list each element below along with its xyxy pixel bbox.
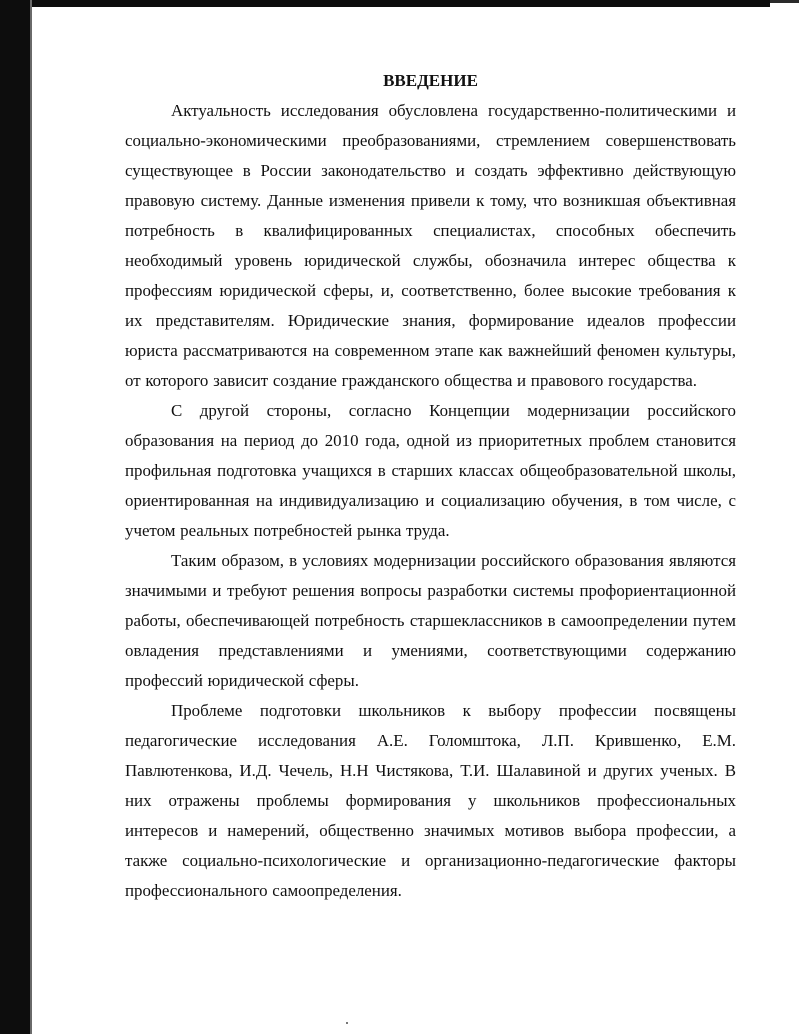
paragraph-modernization-concept: С другой стороны, согласно Концепции модернизации российского образования на период до 2010 года, одной из приоритетных проблем становится профильная подготовка учащихся в старших классах общеобразовательной школы, ориентированная на индивидуализацию и социализацию обучения, в том числе, с учетом реальных потребностей рынка труда.	[125, 401, 736, 540]
paragraph-relevance: Актуальность исследования обусловлена государственно-политическими и социально-экономическими преобразованиями, стремлением совершенствовать существующее в России законодательство и создать эффективно действующую правовую систему. Данные изменения привели к тому, что возникшая объективная потребность в квалифицированных специалистах, способных обеспечить необходимый уровень юридической службы, обозначила интерес общества к профессиям юридической сферы, и, соответственно, более высокие требования к их представителям. Юридические знания, формирование идеалов профессии юриста рассматриваются на современном этапе как важнейший феномен культуры, от которого зависит создание гражданского общества и правового государства.	[125, 101, 736, 390]
scan-border-left	[0, 0, 30, 1034]
document-title: ВВЕДЕНИЕ	[383, 71, 478, 90]
scan-border-top-right	[770, 0, 799, 3]
scan-speck	[346, 1022, 348, 1024]
paragraph-research-review: Проблеме подготовки школьников к выбору профессии посвящены педагогические исследования А.Е. Голомштока, Л.П. Крившенко, Е.М. Павлютенкова, И.Д. Чечель, Н.Н Чистякова, Т.И. Шалавиной и других ученых. В них отражены проблемы формирования у школьников профессиональных интересов и намерений, общественно значимых мотивов выбора профессии, а также социально-психологические и организационно-педагогические факторы профессионального самоопределения.	[125, 701, 736, 900]
scan-border-left-shadow	[30, 0, 32, 1034]
paragraph-career-guidance: Таким образом, в условиях модернизации российского образования являются значимыми и требуют решения вопросы разработки системы профориентационной работы, обеспечивающей потребность старшеклассников в самоопределении путем овладения представлениями и умениями, соответствующими содержанию профессий юридической сферы.	[125, 551, 736, 690]
scan-border-top	[0, 0, 770, 7]
document-body	[125, 66, 736, 906]
